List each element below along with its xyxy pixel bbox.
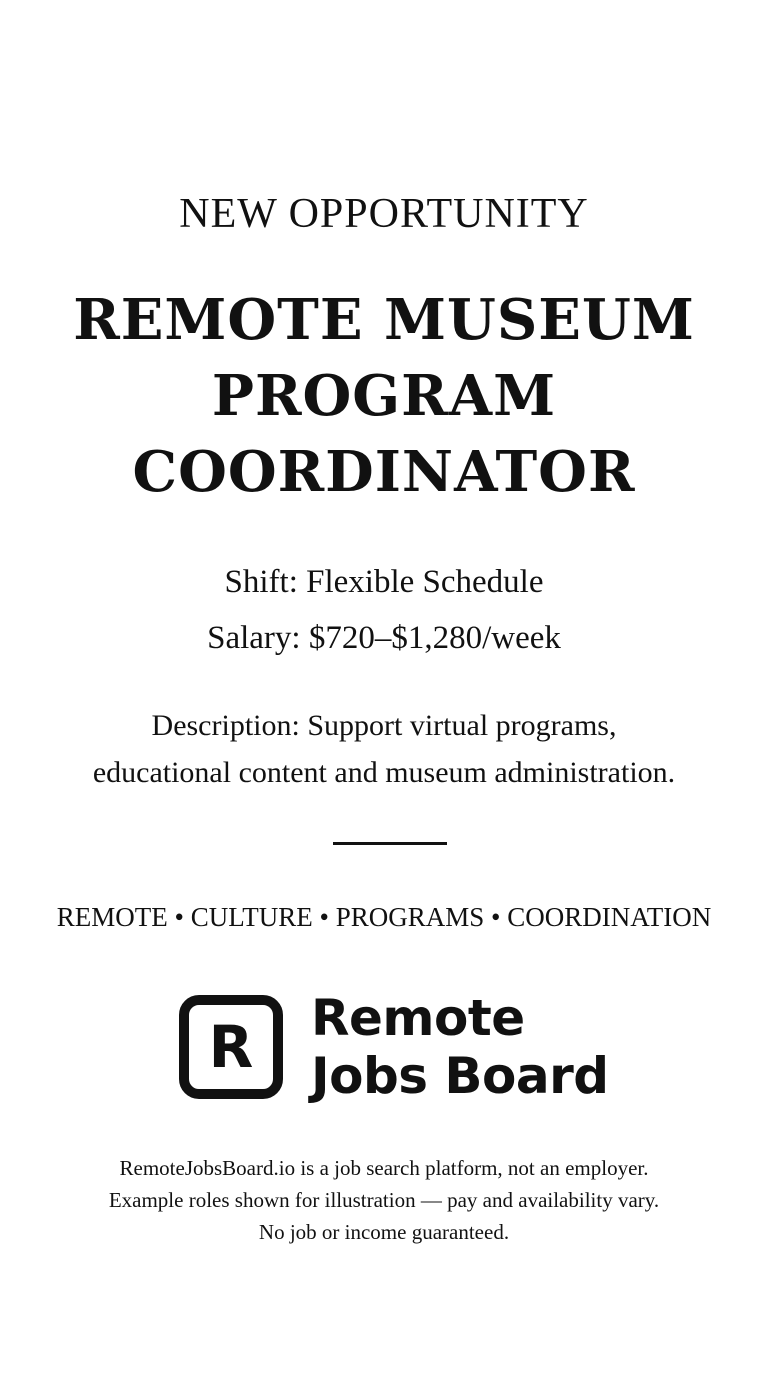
disclaimer-line: RemoteJobsBoard.io is a job search platform, not an employer. (119, 1156, 649, 1180)
description-line: educational content and museum administration. (92, 756, 676, 789)
job-title-line: COORDINATOR (132, 439, 636, 505)
brand-logo (179, 985, 609, 1109)
disclaimer-line: No job or income guaranteed. (258, 1220, 510, 1244)
description-line: Description: Support virtual programs, (151, 709, 617, 742)
logo-mark-icon: R (179, 995, 283, 1099)
shift-info: Shift: Flexible Schedule (224, 564, 544, 600)
eyebrow-label: NEW OPPORTUNITY (179, 191, 589, 237)
brand-name-line: Jobs Board (311, 1047, 609, 1105)
job-title-line: PROGRAM (211, 363, 557, 429)
brand-name (311, 989, 609, 1105)
job-description (0, 702, 768, 796)
salary-info: Salary: $720–$1,280/week (207, 620, 561, 656)
disclaimer (0, 1152, 768, 1248)
job-title-line: REMOTE MUSEUM (73, 287, 695, 353)
brand-name-line: Remote (311, 989, 525, 1047)
tag-line: REMOTE • CULTURE • PROGRAMS • COORDINATION (56, 902, 712, 932)
disclaimer-line: Example roles shown for illustration — pay and availability vary. (108, 1188, 660, 1212)
divider (333, 842, 447, 845)
job-title (0, 282, 768, 510)
